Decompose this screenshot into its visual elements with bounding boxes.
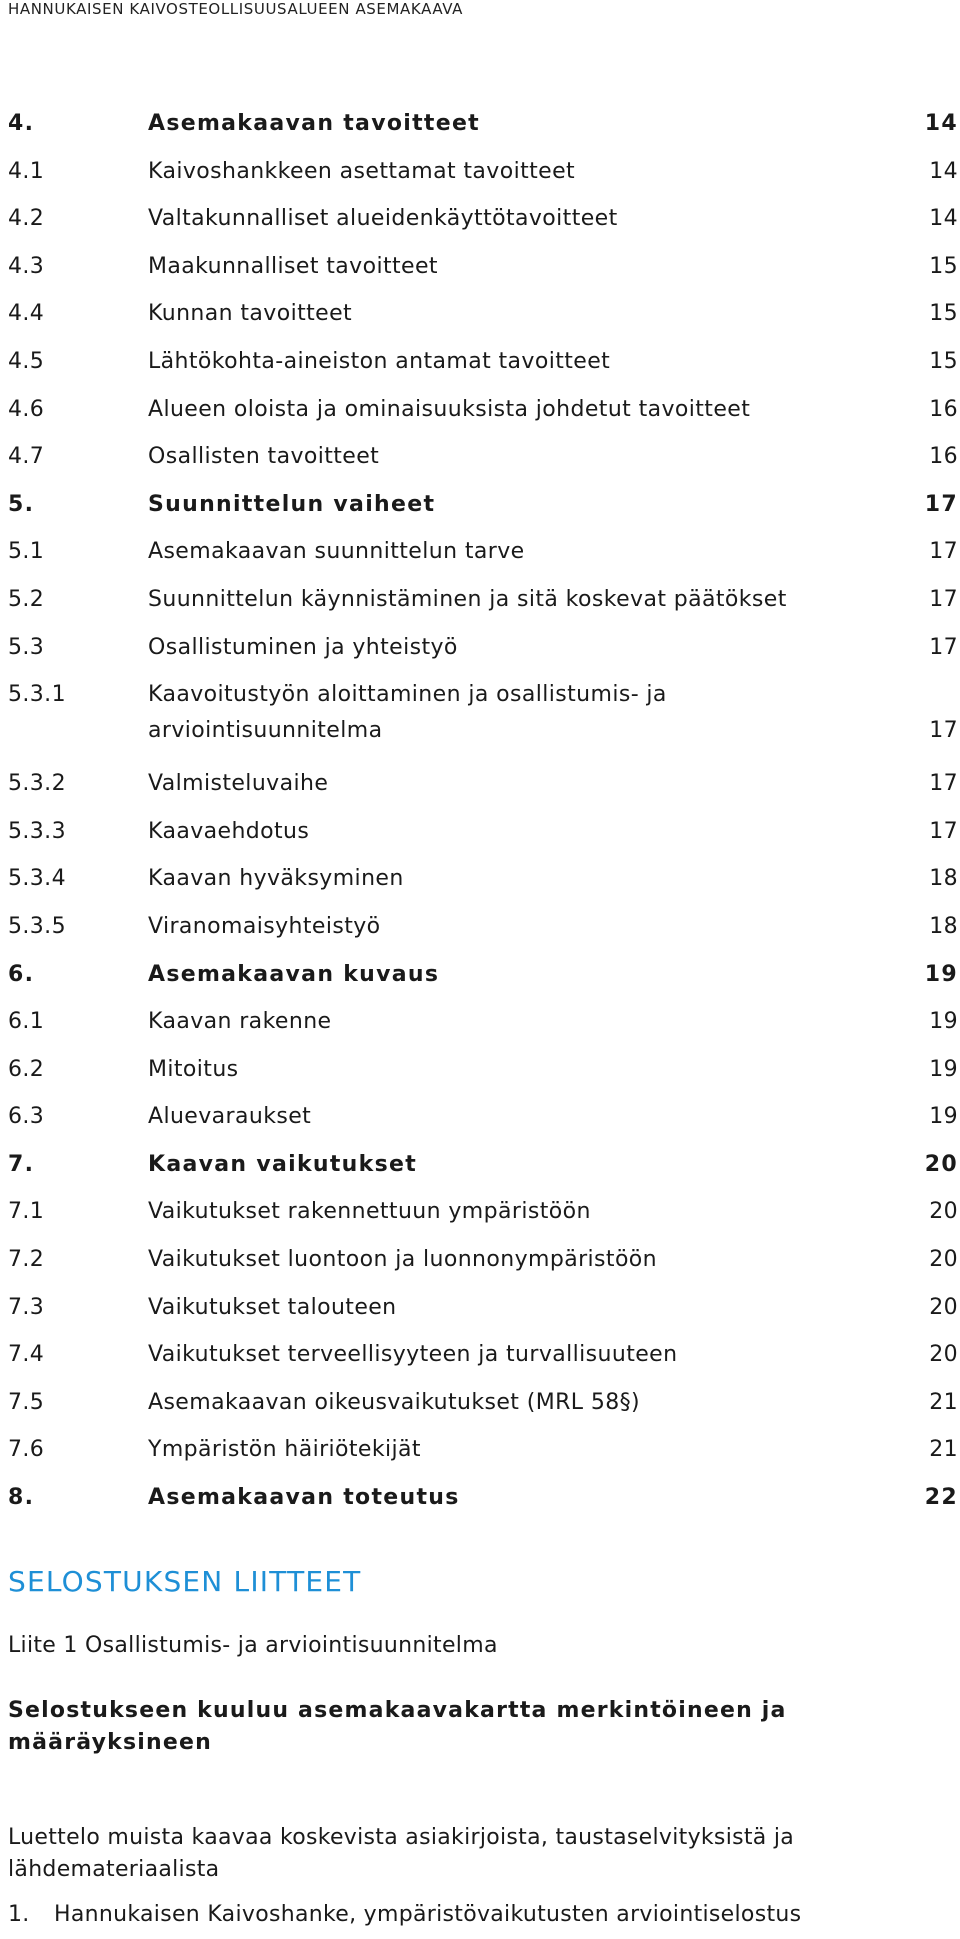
toc-entry-title bbox=[148, 1103, 848, 1131]
toc-entry-title-line: Kaavoitustyön aloittaminen ja osallistumis- ja bbox=[148, 682, 667, 708]
toc-entry-page: 19 bbox=[929, 1056, 958, 1082]
toc-entry-page: 14 bbox=[929, 158, 958, 184]
toc-entry-title bbox=[148, 1341, 848, 1369]
toc-entry-title bbox=[148, 1484, 848, 1512]
toc-entry-title bbox=[148, 396, 848, 424]
toc-entry-title bbox=[148, 865, 848, 893]
toc-entry-number: 4.3 bbox=[8, 253, 45, 279]
toc-entry-title bbox=[148, 348, 848, 376]
toc-entry-title bbox=[148, 1436, 848, 1464]
toc-entry-title-line: Vaikutukset rakennettuun ympäristöön bbox=[148, 1199, 591, 1225]
toc-entry-title bbox=[148, 961, 848, 989]
toc-entry-title-line: arviointisuunnitelma bbox=[148, 718, 383, 744]
toc-entry[interactable] bbox=[8, 1198, 958, 1246]
toc-entry[interactable] bbox=[8, 538, 958, 586]
toc-entry[interactable] bbox=[8, 1151, 958, 1199]
toc-entry[interactable] bbox=[8, 634, 958, 682]
toc-entry[interactable] bbox=[8, 253, 958, 301]
toc-entry-title-line: Osallisten tavoitteet bbox=[148, 444, 380, 470]
toc-entry-page: 17 bbox=[929, 771, 958, 797]
toc-entry[interactable] bbox=[8, 913, 958, 961]
toc-entry-page: 15 bbox=[929, 301, 958, 327]
table-of-contents bbox=[8, 110, 958, 1532]
toc-entry-title-line: Maakunnalliset tavoitteet bbox=[148, 253, 438, 279]
toc-entry-page: 17 bbox=[929, 818, 958, 844]
toc-entry[interactable] bbox=[8, 491, 958, 539]
toc-entry-page: 19 bbox=[924, 961, 958, 987]
list-item bbox=[8, 1899, 801, 1931]
toc-entry-title bbox=[148, 538, 848, 566]
toc-entry-number: 7.3 bbox=[8, 1294, 45, 1320]
toc-entry[interactable] bbox=[8, 443, 958, 491]
toc-entry-title bbox=[148, 1246, 848, 1274]
toc-entry-page: 20 bbox=[924, 1151, 958, 1177]
toc-entry-title-line: Mitoitus bbox=[148, 1056, 239, 1082]
toc-entry[interactable] bbox=[8, 1341, 958, 1389]
toc-entry-title-line: Kaavan hyväksyminen bbox=[148, 866, 404, 892]
toc-entry-title-line: Vaikutukset luontoon ja luonnonympäristöön bbox=[148, 1247, 658, 1273]
toc-entry-number: 7. bbox=[8, 1151, 35, 1177]
toc-entry-title bbox=[148, 1008, 848, 1036]
toc-entry-page: 17 bbox=[929, 586, 958, 612]
toc-entry-page: 14 bbox=[924, 111, 958, 136]
toc-entry[interactable] bbox=[8, 681, 958, 770]
toc-entry-page: 14 bbox=[929, 206, 958, 232]
toc-entry-page: 20 bbox=[929, 1342, 958, 1368]
toc-entry-number: 4.6 bbox=[8, 396, 45, 422]
toc-entry-page: 21 bbox=[929, 1389, 958, 1415]
toc-entry-number: 5.3 bbox=[8, 634, 45, 660]
toc-entry[interactable] bbox=[8, 300, 958, 348]
toc-entry-page: 22 bbox=[924, 1485, 958, 1511]
toc-entry-title-line: Alueen oloista ja ominaisuuksista johdetut tavoitteet bbox=[148, 396, 751, 422]
list-item-text: Hannukaisen Kaivoshanke, ympäristövaikutusten arviointiselostus bbox=[54, 1902, 802, 1927]
toc-entry-title bbox=[148, 1389, 848, 1417]
toc-entry[interactable] bbox=[8, 1056, 958, 1104]
toc-entry-title-line: Ympäristön häiriötekijät bbox=[148, 1437, 421, 1463]
running-header: HANNUKAISEN KAIVOSTEOLLISUUSALUEEN ASEMAKAAVA bbox=[8, 0, 464, 18]
toc-entry-title-line: Asemakaavan suunnittelun tarve bbox=[148, 539, 525, 565]
toc-entry[interactable] bbox=[8, 1436, 958, 1484]
toc-entry-title-line: Asemakaavan oikeusvaikutukset (MRL 58§) bbox=[148, 1389, 641, 1415]
toc-entry[interactable] bbox=[8, 348, 958, 396]
toc-entry-number: 5.2 bbox=[8, 586, 45, 612]
toc-entry[interactable] bbox=[8, 1103, 958, 1151]
toc-entry-number: 5. bbox=[8, 491, 35, 517]
toc-entry-title bbox=[148, 443, 848, 471]
toc-entry-title-line: Suunnittelun käynnistäminen ja sitä koskevat päätökset bbox=[148, 586, 787, 612]
toc-entry-number: 5.3.5 bbox=[8, 913, 66, 939]
toc-entry-page: 17 bbox=[929, 539, 958, 565]
toc-entry-page: 17 bbox=[929, 718, 958, 744]
toc-entry-title-line: Asemakaavan tavoitteet bbox=[148, 111, 480, 136]
toc-entry-page: 21 bbox=[929, 1437, 958, 1463]
toc-entry-title-line: Kaavan rakenne bbox=[148, 1009, 332, 1035]
toc-entry-number: 4.5 bbox=[8, 348, 45, 374]
toc-entry[interactable] bbox=[8, 1008, 958, 1056]
appendix-list bbox=[8, 1899, 801, 1931]
toc-entry[interactable] bbox=[8, 158, 958, 206]
toc-entry-number: 7.2 bbox=[8, 1247, 45, 1273]
toc-entry[interactable] bbox=[8, 110, 958, 158]
toc-entry-number: 6.1 bbox=[8, 1009, 45, 1035]
toc-entry-number: 5.3.2 bbox=[8, 771, 66, 797]
toc-entry-number: 6.2 bbox=[8, 1056, 45, 1082]
toc-entry-title-line: Vaikutukset talouteen bbox=[148, 1294, 397, 1320]
toc-entry-number: 7.4 bbox=[8, 1342, 45, 1368]
toc-entry-number: 8. bbox=[8, 1485, 35, 1511]
toc-entry-page: 17 bbox=[929, 634, 958, 660]
toc-entry-title bbox=[148, 818, 848, 846]
toc-entry-title-line: Vaikutukset terveellisyyteen ja turvallisuuteen bbox=[148, 1342, 678, 1368]
toc-entry-number: 7.6 bbox=[8, 1437, 45, 1463]
toc-entry-title-line: Osallistuminen ja yhteistyö bbox=[148, 634, 458, 660]
toc-entry-title-line: Kaavan vaikutukset bbox=[148, 1151, 418, 1177]
toc-entry-number: 5.1 bbox=[8, 539, 45, 565]
appendix-list-intro bbox=[8, 1822, 908, 1886]
toc-entry-title-line: Kaavaehdotus bbox=[148, 818, 310, 844]
toc-entry-title-line: Lähtökohta-aineiston antamat tavoitteet bbox=[148, 348, 611, 374]
toc-entry[interactable] bbox=[8, 818, 958, 866]
toc-entry-page: 18 bbox=[929, 913, 958, 939]
toc-entry-number: 4. bbox=[8, 111, 35, 136]
toc-entry[interactable] bbox=[8, 396, 958, 444]
appendix-list-intro-line2: lähdemateriaalista bbox=[8, 1857, 220, 1882]
toc-entry-page: 15 bbox=[929, 348, 958, 374]
toc-entry-number: 4.7 bbox=[8, 444, 45, 470]
toc-entry-title-line: Kunnan tavoitteet bbox=[148, 301, 353, 327]
appendix-list-intro-line1: Luettelo muista kaavaa koskevista asiakirjoista, taustaselvityksistä ja bbox=[8, 1825, 795, 1850]
toc-entry-number: 6.3 bbox=[8, 1104, 45, 1130]
appendix-includes bbox=[8, 1695, 908, 1759]
toc-entry[interactable] bbox=[8, 770, 958, 818]
toc-entry-title bbox=[148, 1056, 848, 1084]
toc-entry-number: 4.1 bbox=[8, 158, 45, 184]
toc-entry-title bbox=[148, 681, 848, 745]
toc-entry-title bbox=[148, 634, 848, 662]
toc-entry-page: 19 bbox=[929, 1009, 958, 1035]
appendix-heading: SELOSTUKSEN LIITTEET bbox=[8, 1565, 362, 1598]
toc-entry-title bbox=[148, 205, 848, 233]
toc-entry[interactable] bbox=[8, 1246, 958, 1294]
toc-entry-number: 7.1 bbox=[8, 1199, 45, 1225]
toc-entry[interactable] bbox=[8, 586, 958, 634]
toc-entry[interactable] bbox=[8, 865, 958, 913]
toc-entry-title bbox=[148, 1151, 848, 1179]
toc-entry-number: 5.3.1 bbox=[8, 682, 66, 708]
toc-entry-title bbox=[148, 110, 848, 138]
appendix-liite: Liite 1 Osallistumis- ja arviointisuunnitelma bbox=[8, 1633, 498, 1658]
toc-entry-number: 7.5 bbox=[8, 1389, 45, 1415]
toc-entry-title-line: Valmisteluvaihe bbox=[148, 771, 329, 797]
toc-entry-title bbox=[148, 300, 848, 328]
toc-entry-title-line: Aluevaraukset bbox=[148, 1104, 312, 1130]
toc-entry-title bbox=[148, 491, 848, 519]
toc-entry-page: 15 bbox=[929, 253, 958, 279]
toc-entry-number: 5.3.3 bbox=[8, 818, 66, 844]
toc-entry-page: 16 bbox=[929, 444, 958, 470]
toc-entry-page: 18 bbox=[929, 866, 958, 892]
toc-entry-title-line: Asemakaavan toteutus bbox=[148, 1485, 460, 1511]
toc-entry-title-line: Viranomaisyhteistyö bbox=[148, 913, 381, 939]
toc-entry[interactable] bbox=[8, 1484, 958, 1532]
toc-entry-title bbox=[148, 913, 848, 941]
toc-entry-title-line: Suunnittelun vaiheet bbox=[148, 491, 436, 517]
toc-entry[interactable] bbox=[8, 1389, 958, 1437]
toc-entry-number: 6. bbox=[8, 961, 35, 987]
toc-entry-title-line: Asemakaavan kuvaus bbox=[148, 961, 440, 987]
list-item-number: 1. bbox=[8, 1902, 30, 1927]
appendix-includes-line2: määräyksineen bbox=[8, 1730, 213, 1755]
toc-entry-page: 20 bbox=[929, 1247, 958, 1273]
toc-entry-page: 20 bbox=[929, 1199, 958, 1225]
toc-entry-title bbox=[148, 1294, 848, 1322]
toc-entry[interactable] bbox=[8, 1294, 958, 1342]
toc-entry-number: 4.2 bbox=[8, 206, 45, 232]
toc-entry[interactable] bbox=[8, 205, 958, 253]
toc-entry-title bbox=[148, 770, 848, 798]
appendix-includes-line1: Selostukseen kuuluu asemakaavakartta merkintöineen ja bbox=[8, 1698, 787, 1723]
toc-entry-number: 5.3.4 bbox=[8, 866, 66, 892]
toc-entry-page: 20 bbox=[929, 1294, 958, 1320]
toc-entry-title bbox=[148, 1198, 848, 1226]
toc-entry-title-line: Kaivoshankkeen asettamat tavoitteet bbox=[148, 158, 576, 184]
toc-entry-page: 19 bbox=[929, 1104, 958, 1130]
toc-entry-title bbox=[148, 253, 848, 281]
toc-entry-title-line: Valtakunnalliset alueidenkäyttötavoitteet bbox=[148, 206, 618, 232]
toc-entry-title bbox=[148, 158, 848, 186]
toc-entry-page: 17 bbox=[924, 491, 958, 517]
toc-entry-title bbox=[148, 586, 848, 614]
toc-entry-number: 4.4 bbox=[8, 301, 45, 327]
toc-entry-page: 16 bbox=[929, 396, 958, 422]
toc-entry[interactable] bbox=[8, 961, 958, 1009]
